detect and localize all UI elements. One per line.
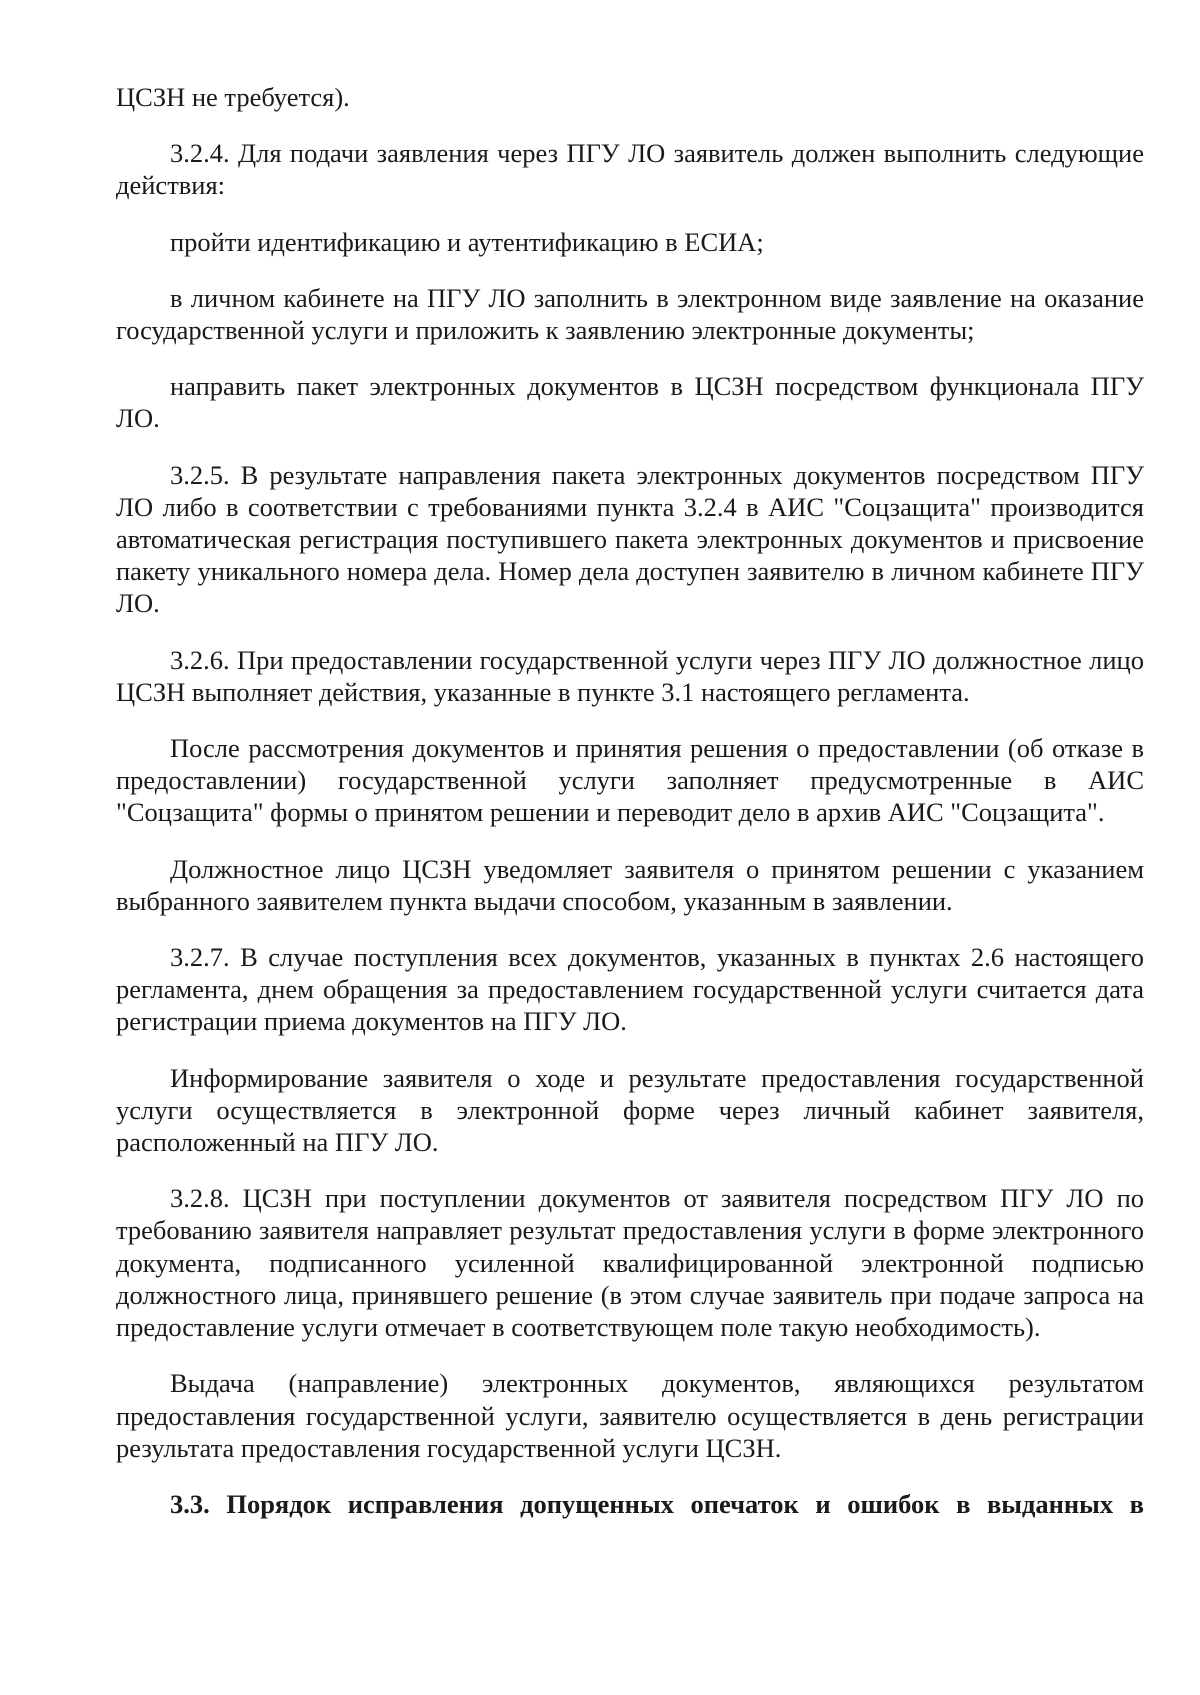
paragraph-3-2-5: 3.2.5. В результате направления пакета электронных документов посредством ПГУ ЛО либо в соответствии с требованиями пункта 3.2.4 в АИС "Соцзащита" производится автоматическая регистрация поступившего пакета электронных документов и присвоение пакету уникального номера дела. Номер дела доступен заявителю в личном кабинете ПГУ ЛО. <box>116 459 1144 619</box>
paragraph-informing: Информирование заявителя о ходе и результате предоставления государственной услуги осуществляется в электронной форме через личный кабинет заявителя, расположенный на ПГУ ЛО. <box>116 1062 1144 1158</box>
paragraph-fill-application: в личном кабинете на ПГУ ЛО заполнить в электронном виде заявление на оказание государственной услуги и приложить к заявлению электронные документы; <box>116 282 1144 346</box>
paragraph-notify-applicant: Должностное лицо ЦСЗН уведомляет заявителя о принятом решении с указанием выбранного заявителем пункта выдачи способом, указанным в заявлении. <box>116 853 1144 916</box>
paragraph-3-2-7: 3.2.7. В случае поступления всех документов, указанных в пунктах 2.6 настоящего регламента, днем обращения за предоставлением государственной услуги считается дата регистрации приема документов на ПГУ ЛО. <box>116 942 1144 1037</box>
paragraph-3-2-4: 3.2.4. Для подачи заявления через ПГУ ЛО заявитель должен выполнить следующие действия: <box>116 138 1144 201</box>
paragraph-after-review: После рассмотрения документов и принятия решения о предоставлении (об отказе в предоставлении) государственной услуги заполняет предусмотренные в АИС "Соцзащита" формы о принятом решении и переводит дело в архив АИС "Соцзащита". <box>116 733 1144 828</box>
document-body <box>116 81 1144 1520</box>
paragraph-esia-identification: пройти идентификацию и аутентификацию в ЕСИА; <box>170 226 764 257</box>
paragraph-issuance: Выдача (направление) электронных документов, являющихся результатом предоставления государственной услуги, заявителю осуществляется в день регистрации результата предоставления государственной услуги ЦСЗН. <box>116 1368 1144 1463</box>
section-heading-3-3: 3.3. Порядок исправления допущенных опечаток и ошибок в выданных в <box>170 1488 1144 1519</box>
paragraph-continuation: ЦСЗН не требуется). <box>116 82 350 112</box>
paragraph-3-2-8: 3.2.8. ЦСЗН при поступлении документов от заявителя посредством ПГУ ЛО по требованию заявителя направляет результат предоставления услуги в форме электронного документа, подписанного усиленной квалифицированной электронной подписью должностного лица, принявшего решение (в этом случае заявитель при подаче запроса на предоставление услуги отмечает в соответствующем поле такую необходимость). <box>116 1183 1144 1343</box>
paragraph-3-2-6: 3.2.6. При предоставлении государственной услуги через ПГУ ЛО должностное лицо ЦСЗН выполняет действия, указанные в пункте 3.1 настоящего регламента. <box>116 644 1144 707</box>
paragraph-send-package: направить пакет электронных документов в ЦСЗН посредством функционала ПГУ ЛО. <box>116 371 1144 434</box>
